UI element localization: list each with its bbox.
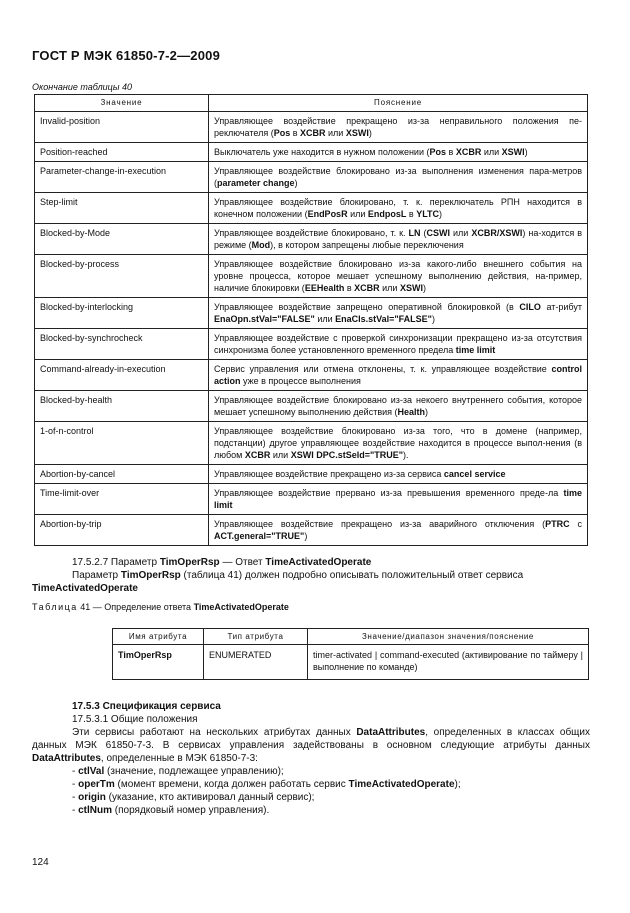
section-1753 — [32, 700, 590, 817]
attr-value-cell: timer-activated | command-executed (активирование по таймеру | выполнение по команде) — [308, 645, 589, 680]
attr-type-cell: ENUMERATED — [204, 645, 308, 680]
table-41-header-type: Тип атрибута — [204, 629, 308, 645]
table-row — [35, 162, 588, 193]
table-row — [35, 515, 588, 546]
value-cell: Position-reached — [35, 143, 209, 162]
value-cell: Abortion-by-trip — [35, 515, 209, 546]
list-item: - operTm (момент времени, когда должен работать сервис TimeActivatedOperate); — [72, 779, 461, 790]
table-41-caption: Таблица 41 — Определение ответа TimeActivatedOperate — [32, 602, 289, 612]
explanation-cell: Управляющее воздействие прекращено из-за сервиса cancel service — [209, 465, 588, 484]
table-row — [35, 484, 588, 515]
table-41-header-value: Значение/диапазон значения/пояснение — [308, 629, 589, 645]
table-row — [35, 422, 588, 465]
value-cell: Blocked-by-Mode — [35, 224, 209, 255]
table-row — [35, 143, 588, 162]
table-row — [35, 224, 588, 255]
explanation-cell: Управляющее воздействие блокировано из-за того, что в домене (например, подстанции) другое управляющее воздействие находится в процессе выпол-нения (в любом XCBR или XSWI DPC.stSeld="TRUE"). — [209, 422, 588, 465]
table-41-header-name: Имя атрибута — [113, 629, 204, 645]
value-cell: Parameter-change-in-execution — [35, 162, 209, 193]
value-cell: Abortion-by-cancel — [35, 465, 209, 484]
table-row — [35, 255, 588, 298]
table-row — [35, 329, 588, 360]
table-40 — [34, 94, 588, 546]
value-cell: Blocked-by-health — [35, 391, 209, 422]
section-1753-paragraph: Эти сервисы работают на нескольких атрибутах данных DataAttributes, определенных в классах общих данных МЭК 61850-7-3. В сервисах управления задействованы в основном следующие атрибуты данных DataAttributes, определенные в МЭК 61850-7-3: — [32, 727, 590, 764]
table-row — [35, 112, 588, 143]
table-41 — [112, 628, 589, 680]
attribute-list — [32, 765, 590, 817]
explanation-cell: Управляющее воздействие прервано из-за превышения временного преде-ла time limit — [209, 484, 588, 515]
explanation-cell: Управляющее воздействие прекращено из-за неправильного положения пе-реключателя (Pos в XCBR или XSWI) — [209, 112, 588, 143]
attr-name-cell: TimOperRsp — [113, 645, 204, 680]
list-item: - ctlNum (порядковый номер управления). — [72, 805, 270, 816]
table-row — [113, 645, 589, 680]
explanation-cell: Управляющее воздействие блокировано из-за некоего внутреннего события, которое мешает успешному выполнению действия (Health) — [209, 391, 588, 422]
section-1753-heading: 17.5.3 Спецификация сервиса — [72, 701, 221, 712]
table-row — [35, 360, 588, 391]
section-17527 — [32, 556, 590, 595]
value-cell: Command-already-in-execution — [35, 360, 209, 391]
table-row — [35, 193, 588, 224]
explanation-cell: Управляющее воздействие прекращено из-за аварийного отключения (PTRC с ACT.general="TRUE") — [209, 515, 588, 546]
table-40-header-explanation: Пояснение — [209, 95, 588, 112]
table-40-header-value: Значение — [35, 95, 209, 112]
table-row — [35, 391, 588, 422]
list-item: - origin (указание, кто активировал данный сервис); — [72, 792, 315, 803]
explanation-cell: Управляющее воздействие блокировано из-за какого-либо внешнего события на уровне процесса, которое мешает успешному выполнению действия, на-пример, наличие блокировки (EEHealth в XCBR или XSWI) — [209, 255, 588, 298]
value-cell: 1-of-n-control — [35, 422, 209, 465]
section-17527-heading: 17.5.2.7 Параметр TimOperRsp — Ответ TimeActivatedOperate — [72, 557, 372, 568]
page-number: 124 — [32, 857, 49, 868]
value-cell: Step-limit — [35, 193, 209, 224]
explanation-cell: Сервис управления или отмена отклонены, т. к. управляющее воздействие control action уже в процессе выполнения — [209, 360, 588, 391]
explanation-cell: Управляющее воздействие с проверкой синхронизации прекращено из-за отсутствия синхронизма более установленного временного предела time limit — [209, 329, 588, 360]
document-header: ГОСТ Р МЭК 61850-7-2—2009 — [32, 48, 221, 63]
explanation-cell: Управляющее воздействие блокировано из-за выполнения изменения пара-метров (parameter change) — [209, 162, 588, 193]
list-item: - ctlVal (значение, подлежащее управлению); — [72, 766, 284, 777]
section-17527-body: Параметр TimOperRsp (таблица 41) должен подробно описывать положительный ответ сервиса TimeActivatedOperate — [32, 570, 524, 594]
table-row — [35, 298, 588, 329]
explanation-cell: Выключатель уже находится в нужном положении (Pos в XCBR или XSWI) — [209, 143, 588, 162]
explanation-cell: Управляющее воздействие блокировано, т. к. LN (CSWI или XCBR/XSWI) на-ходится в режиме (Mod), в котором запрещены любые переключения — [209, 224, 588, 255]
value-cell: Blocked-by-synchrocheck — [35, 329, 209, 360]
explanation-cell: Управляющее воздействие блокировано, т. к. переключатель РПН находится в конечном положении (EndPosR или EndposL в YLTC) — [209, 193, 588, 224]
table-row — [35, 465, 588, 484]
section-17531-heading: 17.5.3.1 Общие положения — [72, 714, 198, 725]
value-cell: Time-limit-over — [35, 484, 209, 515]
value-cell: Invalid-position — [35, 112, 209, 143]
explanation-cell: Управляющее воздействие запрещено оперативной блокировкой (в CILO ат-рибут EnaOpn.stVal="FALSE" или EnaCls.stVal="FALSE") — [209, 298, 588, 329]
value-cell: Blocked-by-process — [35, 255, 209, 298]
value-cell: Blocked-by-interlocking — [35, 298, 209, 329]
table-40-caption: Окончание таблицы 40 — [32, 82, 132, 92]
